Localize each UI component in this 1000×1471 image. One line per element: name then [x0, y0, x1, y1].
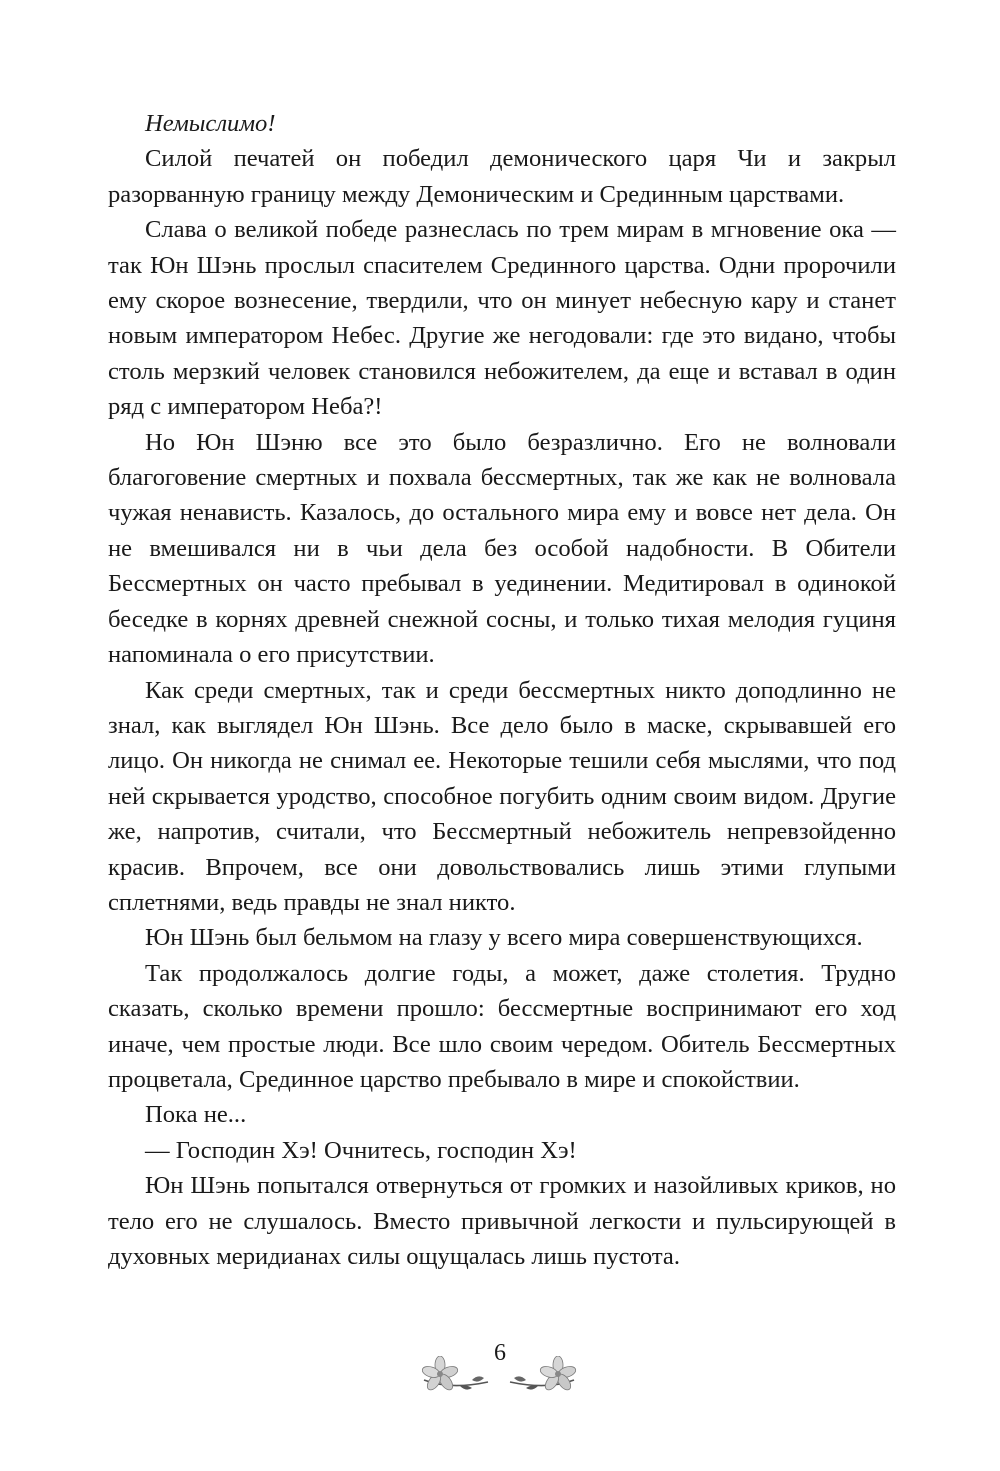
paragraph: Немыслимо! — [145, 110, 276, 137]
paragraph: Пока не... — [145, 1101, 247, 1129]
paragraph: Но Юн Шэню все это было безразлично. Его не волновали благоговение смертных и похвала бессмертных, так же как не волновала чужая ненависть. Казалось, до остального мира ему и вовсе нет дела. Он не вмешивался ни в чьи дела без особой надобности. В Обители Бессмертных он часто пребывал в уединении. Медитировал в одинокой беседке в корнях древней снежной сосны, и только тихая мелодия гуциня напоминала о его присутствии. — [108, 428, 896, 669]
flower-branch-icon — [506, 1356, 578, 1396]
page-number: 6 — [494, 1340, 506, 1366]
paragraph: Так продолжалось долгие годы, а может, даже столетия. Трудно сказать, сколько времени прошло: бессмертные воспринимают его ход иначе, чем простые люди. Все шло своим чередом. Обитель Бессмертных процветала, Срединное царство пребывало в мире и спокойствии. — [108, 959, 896, 1093]
paragraph: Как среди смертных, так и среди бессмертных никто доподлинно не знал, как выглядел Юн Шэнь. Все дело было в маске, скрывавшей его лицо. Он никогда не снимал ее. Некоторые тешили себя мыслями, что под ней скрывается уродство, способное погубить одним своим видом. Другие же, напротив, считали, что Бессмертный небожитель непревзойденно красив. Впрочем, все они довольствовались лишь этими глупыми сплетнями, ведь правды не знал никто. — [108, 676, 896, 916]
paragraph: Силой печатей он победил демонического царя Чи и закрыл разорванную границу между Демоническим и Срединным царствами. — [108, 145, 896, 208]
paragraph: Юн Шэнь был бельмом на глазу у всего мира совершенствующихся. — [145, 924, 863, 952]
paragraph: — Господин Хэ! Очнитесь, господин Хэ! — [145, 1136, 577, 1164]
paragraph: Юн Шэнь попытался отвернуться от громких и назойливых криков, но тело его не слушалось. Вместо привычной легкости и пульсирующей в духовных меридианах силы ощущалась лишь пустота. — [108, 1172, 896, 1270]
paragraph: Слава о великой победе разнеслась по трем мирам в мгновение ока — так Юн Шэнь прослыл спасителем Срединного царства. Одни пророчили ему скорое вознесение, твердили, что он минует небесную кару и станет новым императором Небес. Другие же негодовали: где это видано, чтобы столь мерзкий человек становился небожителем, да еще и вставал в один ряд с императором Неба?! — [108, 216, 896, 421]
flower-branch-icon — [420, 1356, 492, 1396]
page-footer — [0, 1338, 1000, 1438]
body-text — [108, 106, 896, 1274]
